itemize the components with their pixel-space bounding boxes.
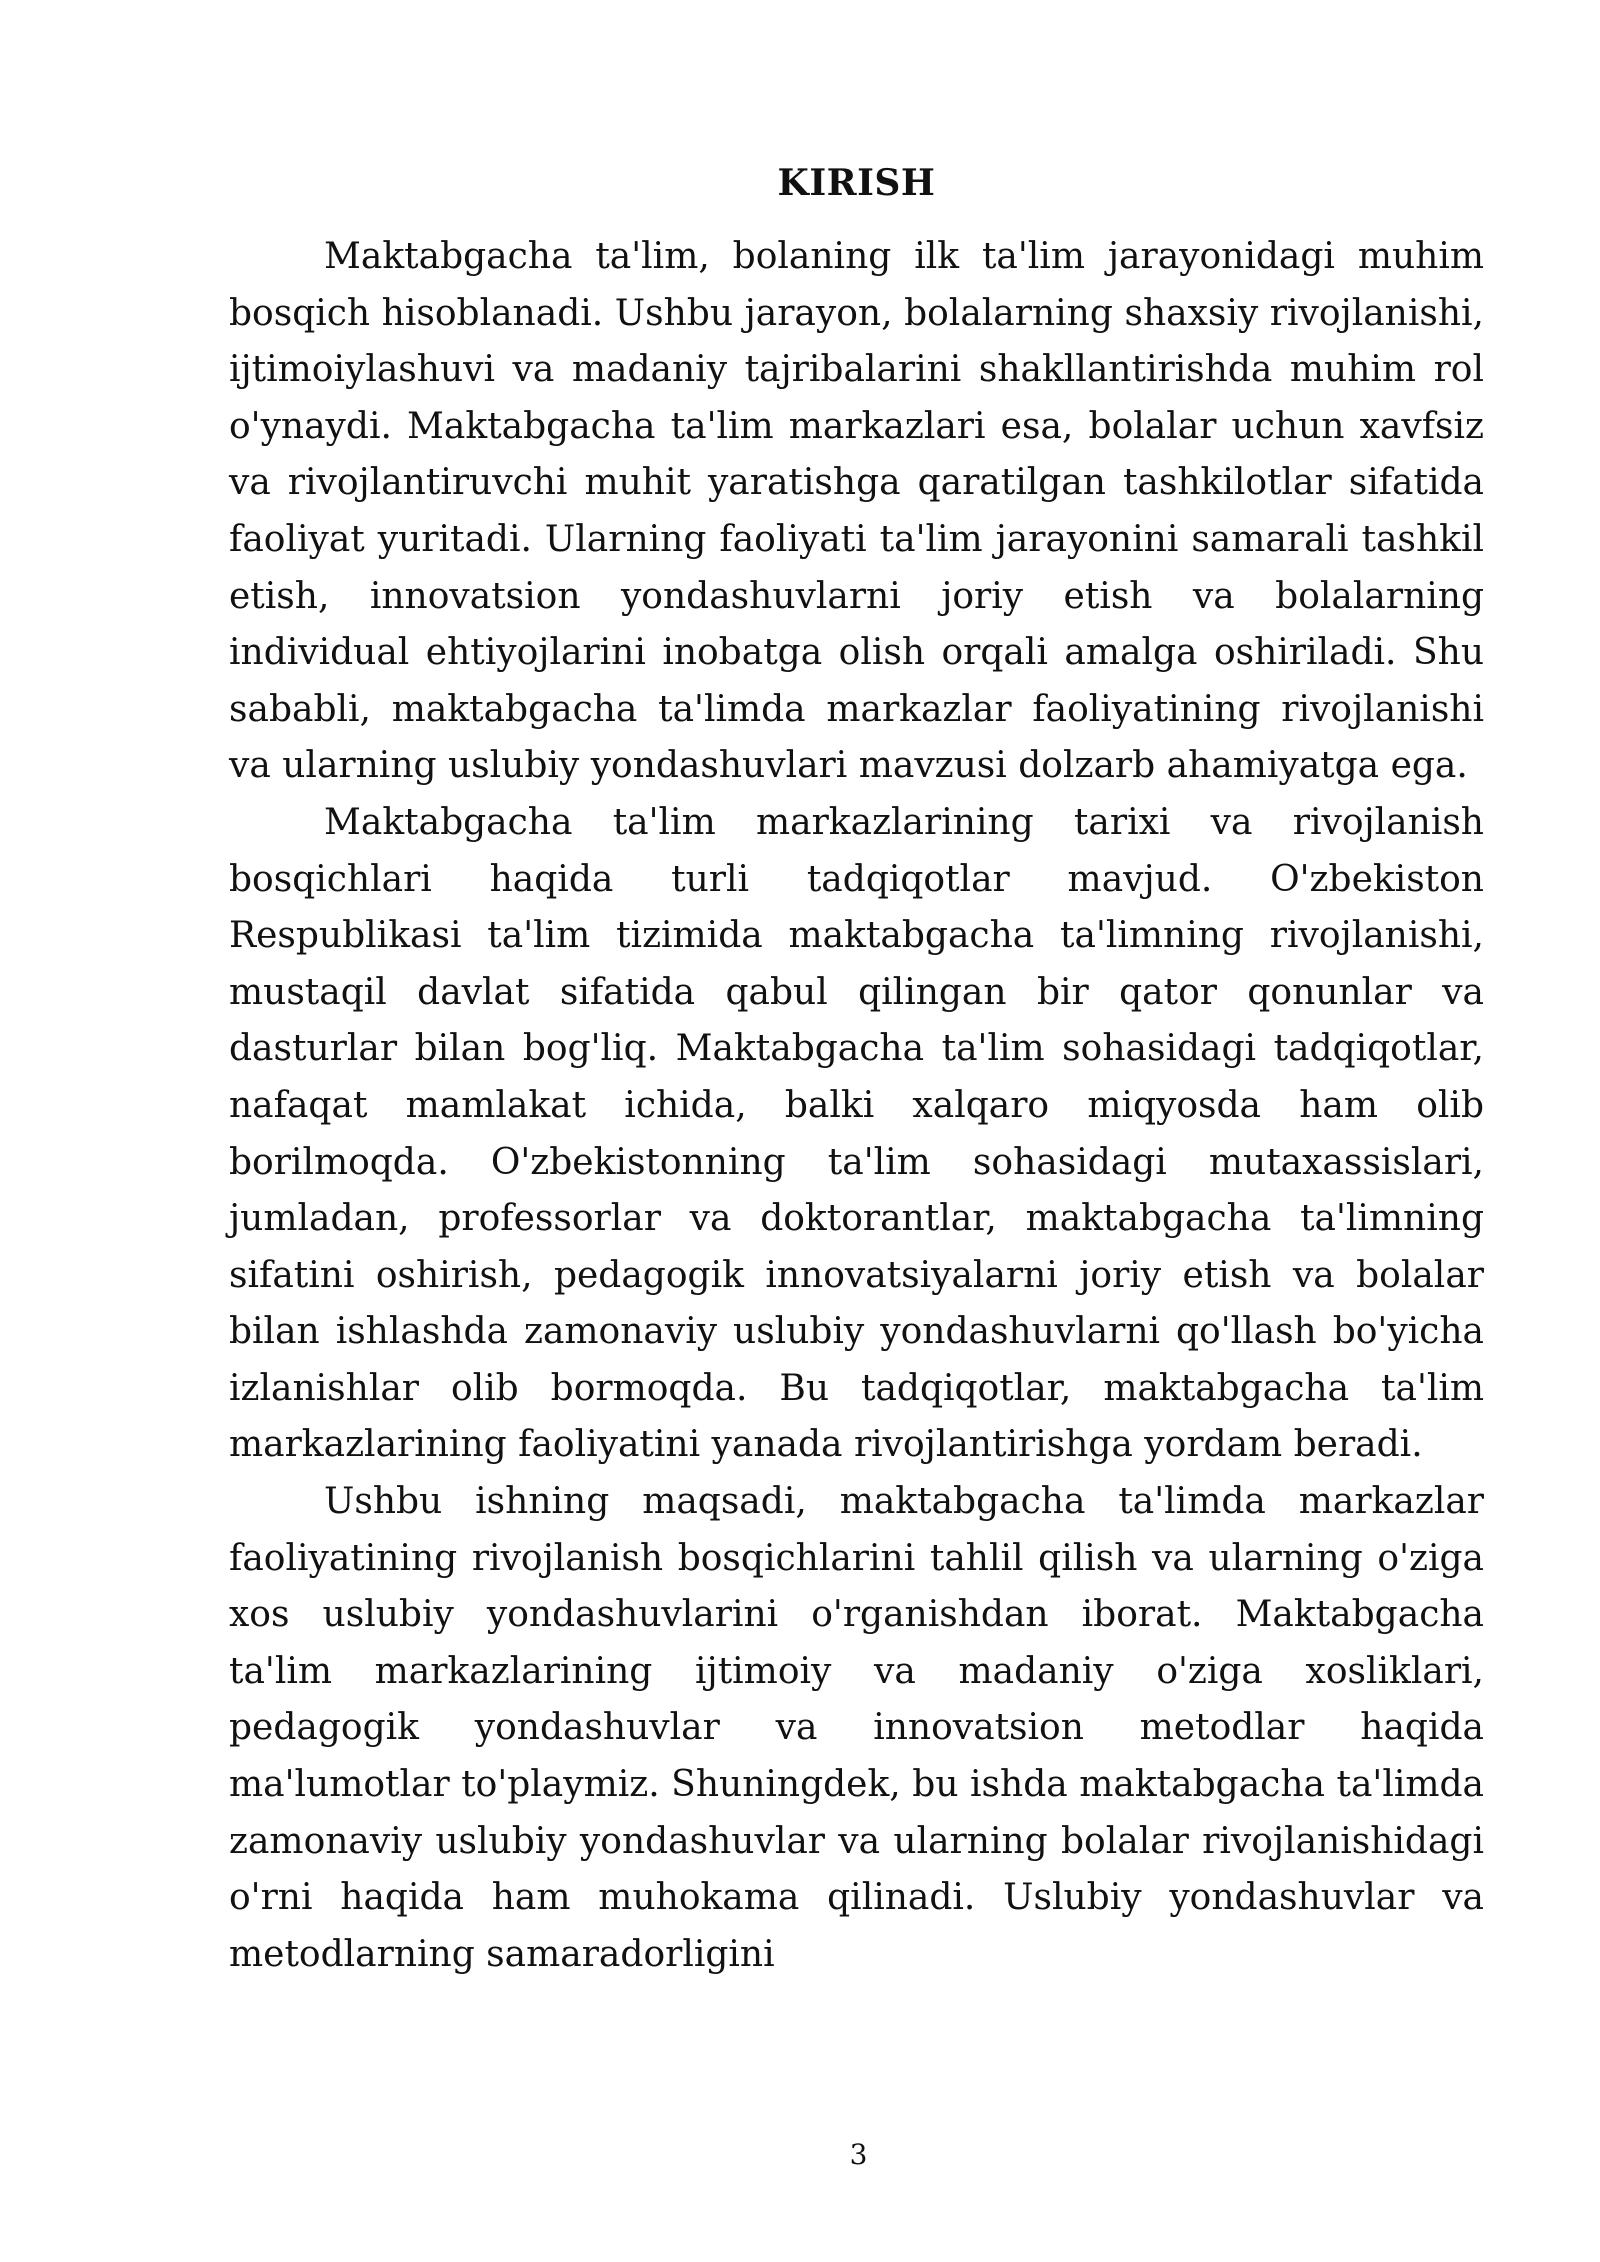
page-number: 3 xyxy=(849,2138,868,2171)
paragraph-2: Maktabgacha ta'lim markazlarining tarixi va rivojlanish bosqichlari haqida turli tadqiqotlar mavjud. O'zbekiston Respublikasi ta'lim tizimida maktabgacha ta'limning rivojlanishi, mustaqil davlat sifatida qabul qilingan bir qator qonunlar va dasturlar bilan bog'liq. Maktabgacha ta'lim sohasidagi tadqiqotlar, nafaqat mamlakat ichida, balki xalqaro miqyosda ham olib borilmoqda. O'zbekistonning ta'lim sohasidagi mutaxassislari, jumladan, professorlar va doktorantlar, maktabgacha ta'limning sifatini oshirish, pedagogik innovatsiyalarni joriy etish va bolalar bilan ishlashda zamonaviy uslubiy yondashuvlarni qo'llash bo'yicha izlanishlar olib bormoqda. Bu tadqiqotlar, maktabgacha ta'lim markazlarining faoliyatini yanada rivojlantirishga yordam beradi. xyxy=(229,801,1484,1466)
paragraph-1: Maktabgacha ta'lim, bolaning ilk ta'lim jarayonidagi muhim bosqich hisoblanadi. Ushbu jarayon, bolalarning shaxsiy rivojlanishi, ijtimoiylashuvi va madaniy tajribalarini shakllantirishda muhim rol o'ynaydi. Maktabgacha ta'lim markazlari esa, bolalar uchun xavfsiz va rivojlantiruvchi muhit yaratishga qaratilgan tashkilotlar sifatida faoliyat yuritadi. Ularning faoliyati ta'lim jarayonini samarali tashkil etish, innovatsion yondashuvlarni joriy etish va bolalarning individual ehtiyojlarini inobatga olish orqali amalga oshiriladi. Shu sababli, maktabgacha ta'limda markazlar faoliyatining rivojlanishi va ularning uslubiy yondashuvlari mavzusi dolzarb ahamiyatga ega. xyxy=(229,236,1484,787)
page-content xyxy=(229,155,1484,1983)
paragraph-3: Ushbu ishning maqsadi, maktabgacha ta'limda markazlar faoliyatining rivojlanish bosqichlarini tahlil qilish va ularning o'ziga xos uslubiy yondashuvlarini o'rganishdan iborat. Maktabgacha ta'lim markazlarining ijtimoiy va madaniy o'ziga xosliklari, pedagogik yondashuvlar va innovatsion metodlar haqida ma'lumotlar to'playmiz. Shuningdek, bu ishda maktabgacha ta'limda zamonaviy uslubiy yondashuvlar va ularning bolalar rivojlanishidagi o'rni haqida ham muhokama qilinadi. Uslubiy yondashuvlar va metodlarning samaradorligini xyxy=(229,1481,1484,1975)
page-title: KIRISH xyxy=(777,162,936,204)
